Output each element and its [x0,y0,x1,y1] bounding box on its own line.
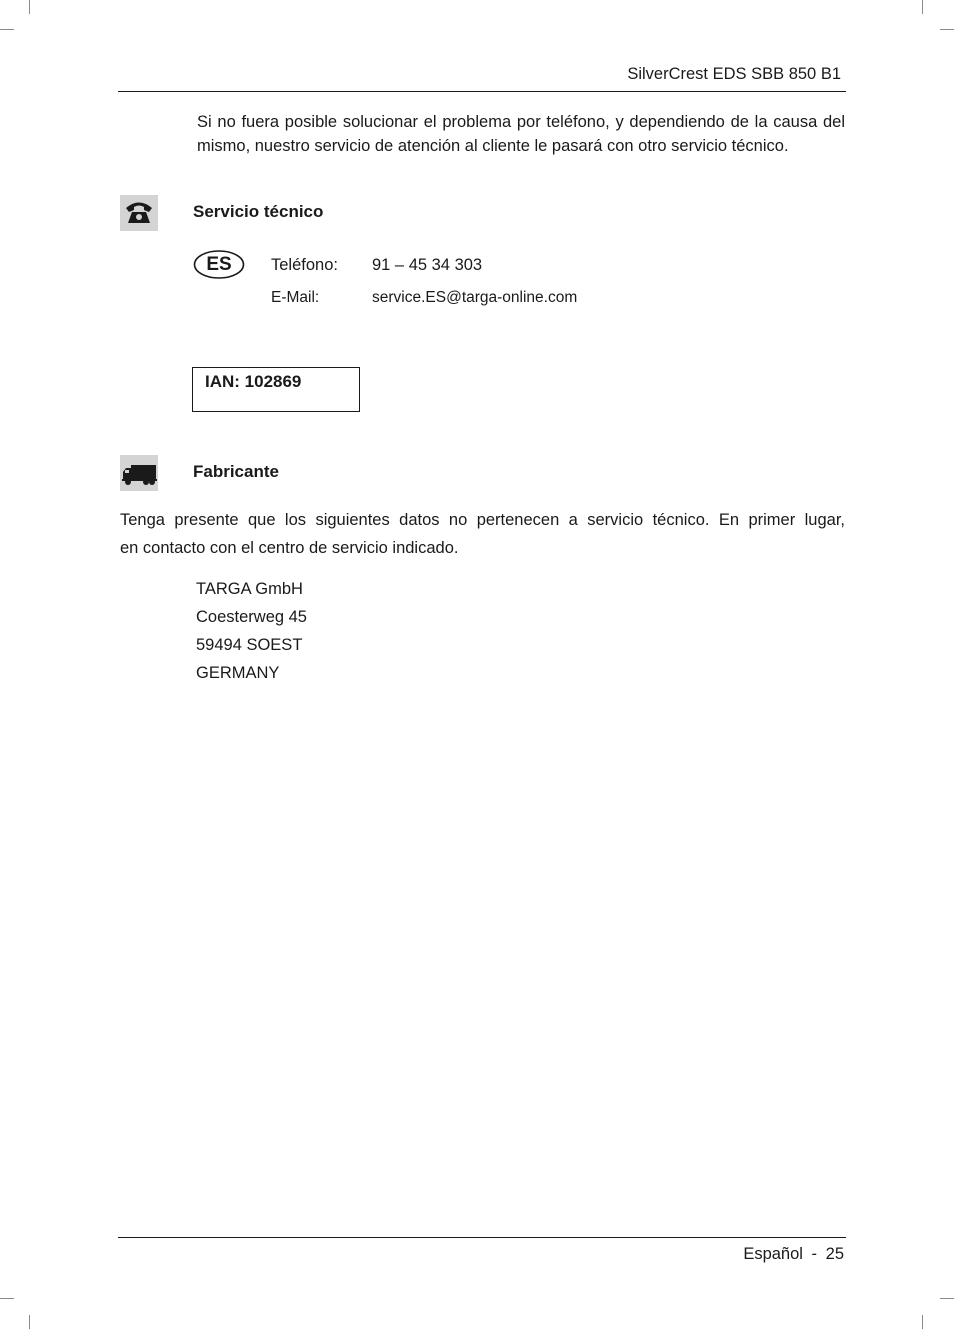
country-badge-es [193,249,243,278]
header-rule [118,91,846,92]
footer-language: Español [743,1245,803,1263]
telephone-icon [120,195,158,231]
page-header-title: SilverCrest EDS SBB 850 B1 [627,65,841,83]
crop-mark [0,29,14,30]
note-line: en contacto con el centro de servicio indicado. [120,539,459,557]
service-heading: Servicio técnico [193,202,324,221]
email-label: E-Mail: [271,289,320,306]
footer-rule [118,1237,846,1238]
page-number: 25 [825,1245,844,1263]
manufacturer-heading: Fabricante [193,462,279,481]
crop-mark [922,1315,923,1329]
intro-paragraph [197,110,845,158]
ian-box [192,367,360,412]
note-line: Tenga presente que los siguientes datos no pertenecen a servicio técnico. En primer lugar, [120,511,845,529]
country-badge-label: ES [206,254,232,275]
intro-line: Si no fuera posible solucionar el problema por teléfono, y dependiendo de la causa del [197,113,845,131]
truck-icon [120,455,158,491]
crop-mark [0,1298,14,1299]
manufacturer-note [120,506,845,562]
crop-mark [29,0,30,14]
address-line: TARGA GmbH [196,580,303,598]
address-line: 59494 SOEST [196,636,303,654]
address-line: GERMANY [196,664,280,682]
phone-label: Teléfono: [271,256,338,274]
email-value: service.ES@targa-online.com [372,289,578,306]
page-footer [743,1242,844,1266]
footer-separator: - [811,1245,818,1263]
intro-line: mismo, nuestro servicio de atención al cliente le pasará con otro servicio técnico. [197,137,789,155]
crop-mark [940,29,954,30]
crop-mark [29,1315,30,1329]
manufacturer-address [196,575,307,687]
crop-mark [922,0,923,14]
address-line: Coesterweg 45 [196,608,307,626]
phone-value: 91 – 45 34 303 [372,256,483,274]
crop-mark [940,1298,954,1299]
ian-label: IAN: 102869 [205,372,302,391]
